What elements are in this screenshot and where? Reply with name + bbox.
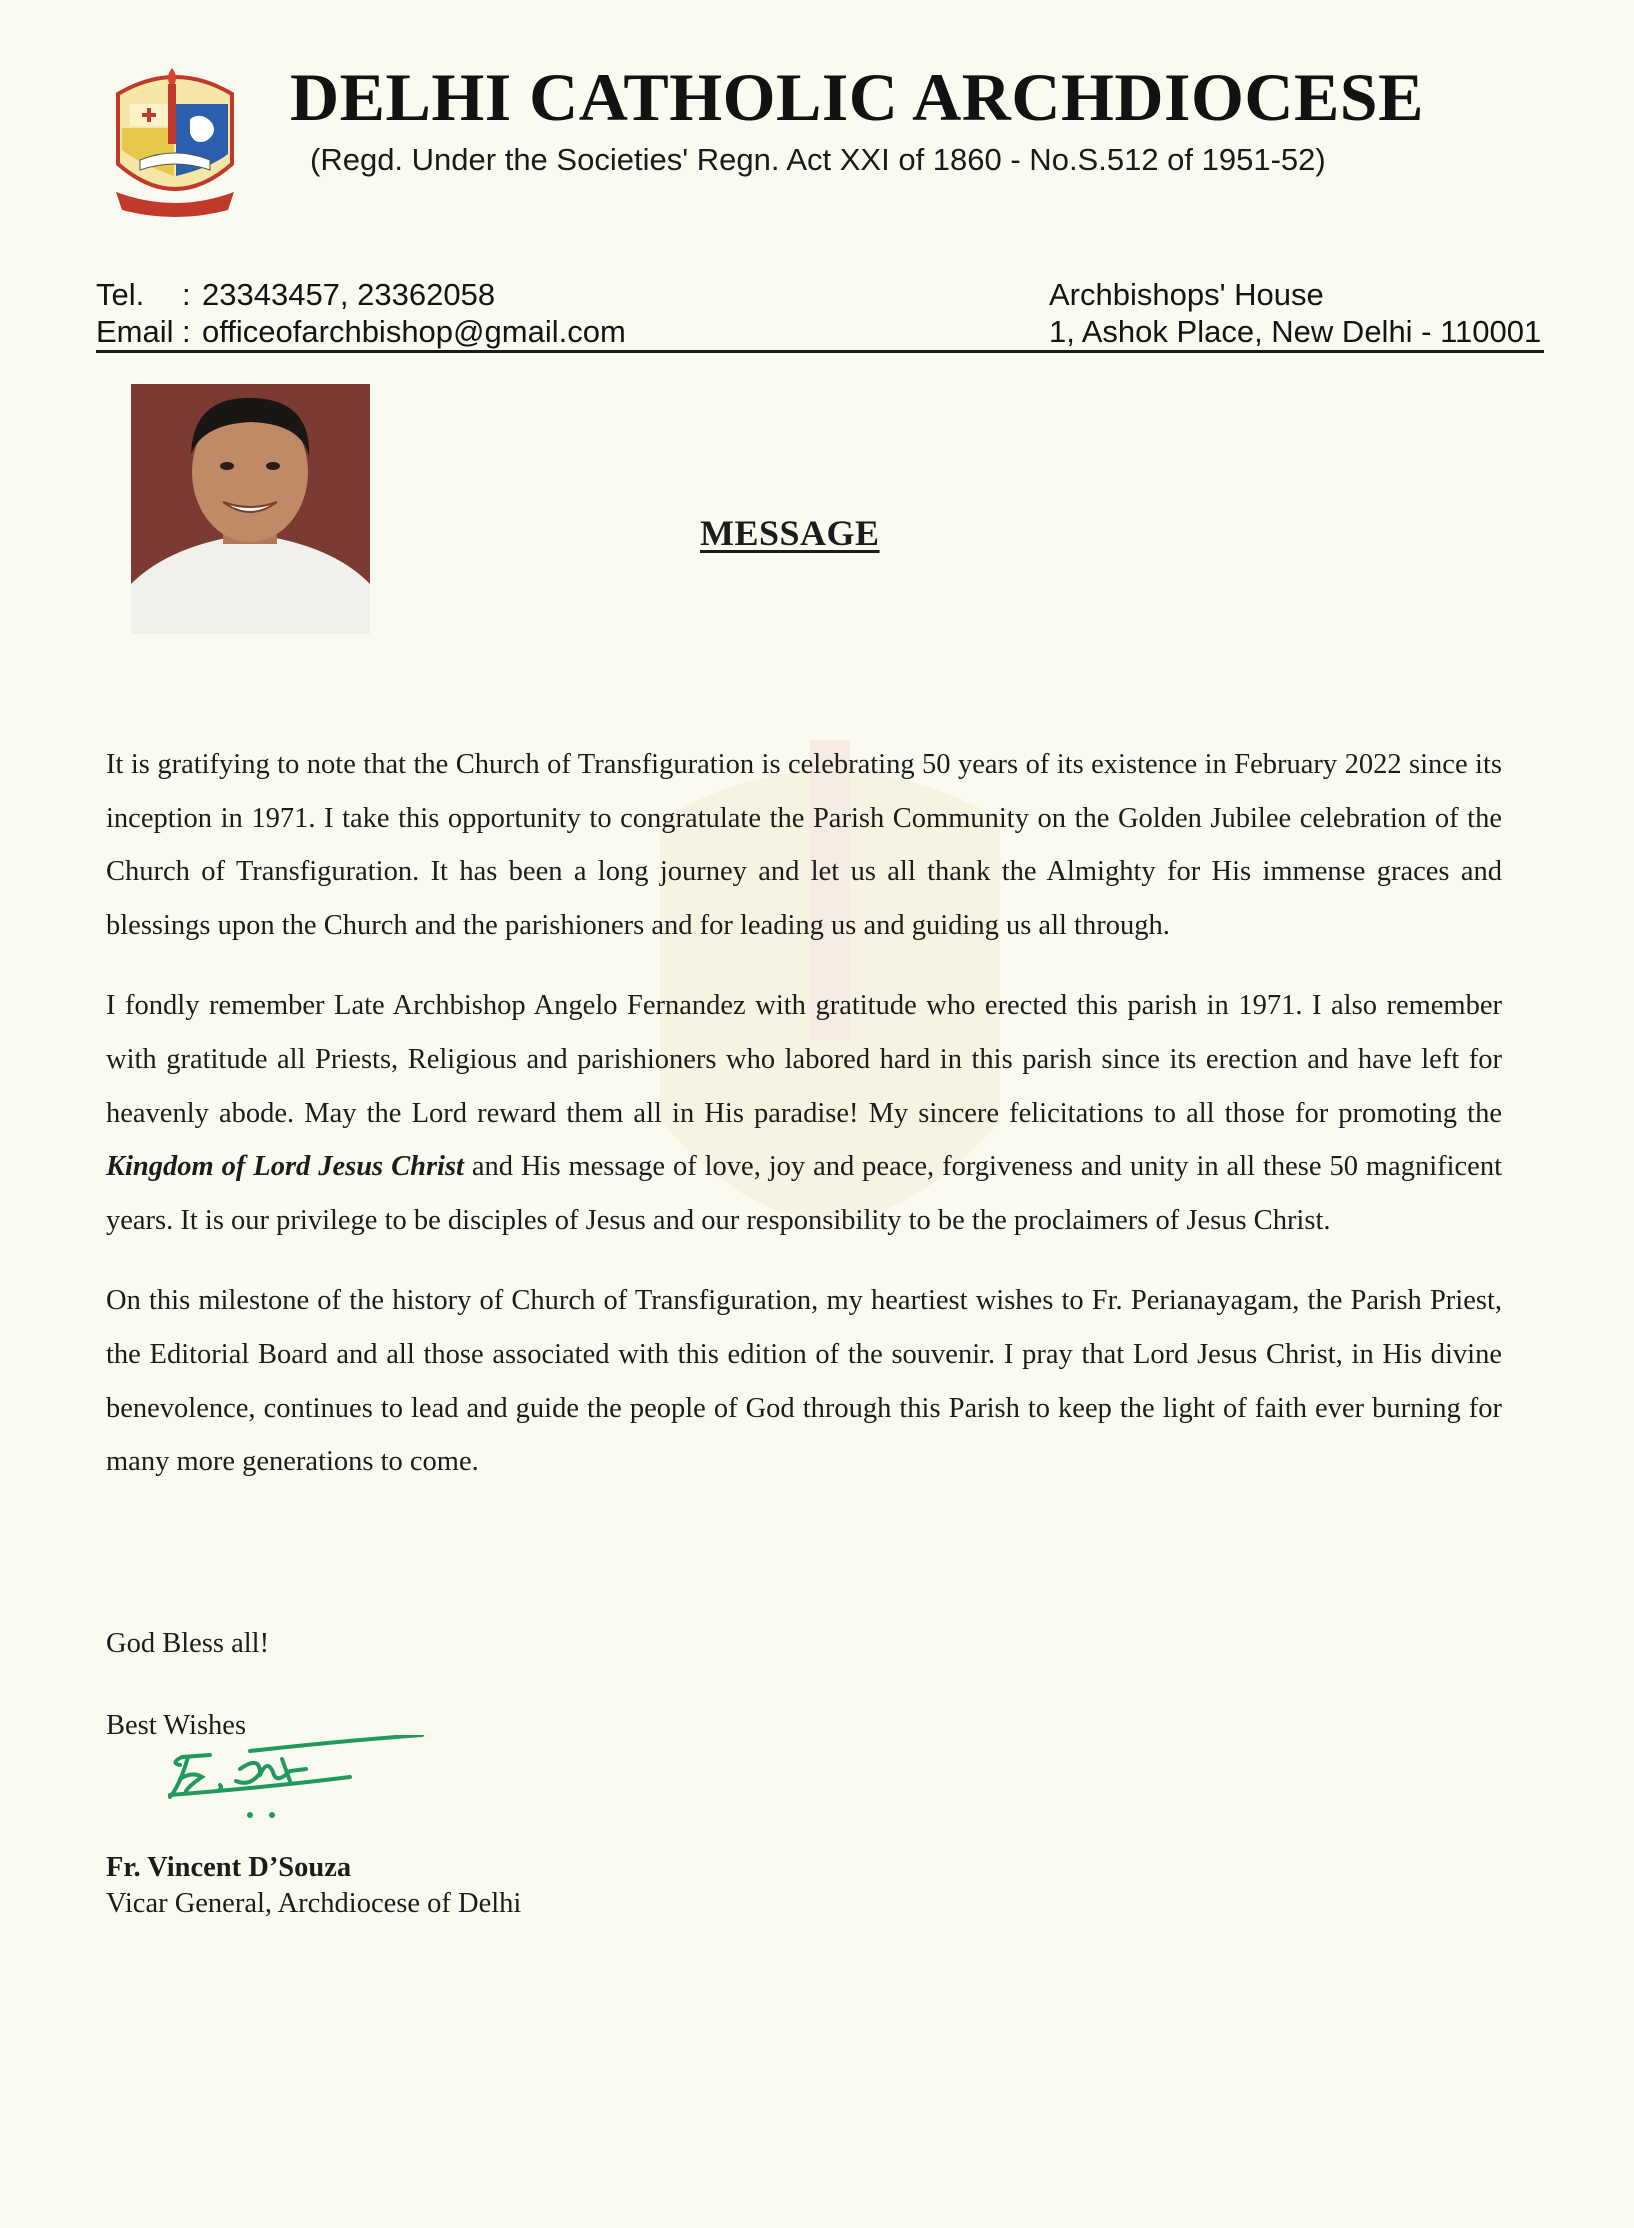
- address-line-1: Archbishops' House: [1049, 277, 1324, 312]
- signatory-name: Fr. Vincent D’Souza: [106, 1852, 352, 1883]
- paragraph-3: On this milestone of the history of Church of Transfiguration, my heartiest wishes to Fr. Perianayagam, the Parish Priest, the Editorial Board and all those associated with this edition of the souvenir. I pray that Lord Jesus Christ, in His divine benevolence, continues to lead and guide the people of God through this Parish to keep the light of faith ever burning for many more generations to come.: [106, 1285, 1502, 1478]
- email-value: officeofarchbishop@gmail.com: [202, 314, 626, 349]
- paragraph-1: It is gratifying to note that the Church of Transfiguration is celebrating 50 years of its existence in February 2022 since its inception in 1971. I take this opportunity to congratulate the Parish Community on the Golden Jubilee celebration of the Church of Transfiguration. It has been a long journey and let us all thank the Almighty for His immense graces and blessings upon the Church and the parishioners and for leading us and guiding us all through.: [106, 749, 1502, 941]
- paragraph-2-text-end: and His message of love, joy and peace, forgiveness and unity in all these 50 magnificent years. It is our privilege to be disciples of Jesus and our responsibility to be the proclaimers of Jesus Christ.: [106, 1151, 1502, 1236]
- email-label: Email: [96, 314, 174, 349]
- kingdom-emphasis: Kingdom of Lord Jesus Christ: [106, 1151, 464, 1183]
- postal-address: [1049, 276, 1541, 350]
- message-heading: MESSAGE: [700, 513, 880, 553]
- organization-title: DELHI CATHOLIC ARCHDIOCESE: [290, 59, 1424, 135]
- signatory-title: Vicar General, Archdiocese of Delhi: [106, 1888, 522, 1919]
- contact-details: [96, 276, 626, 350]
- closing-salutation: Best Wishes: [106, 1710, 247, 1741]
- address-line-2: 1, Ashok Place, New Delhi - 110001: [1049, 314, 1542, 349]
- handwritten-signature: [150, 1735, 440, 1835]
- portrait-photo: [131, 384, 370, 634]
- colon-separator: :: [182, 277, 191, 312]
- paragraph-2: [106, 979, 1502, 1247]
- email-row: [96, 313, 626, 350]
- header-divider: [96, 350, 1544, 353]
- telephone-row: [96, 276, 626, 313]
- blessing-line: God Bless all!: [106, 1628, 270, 1659]
- registration-note: (Regd. Under the Societies' Regn. Act XXI of 1860 - No.S.512 of 1951-52): [310, 142, 1326, 177]
- telephone-label: Tel.: [96, 277, 145, 312]
- paragraph-2-text-start: I fondly remember Late Archbishop Angelo Fernandez with gratitude who erected this parish in 1971. I also remember with gratitude all Priests, Religious and parishioners who labored hard in this parish since its erection and have left for heavenly abode. May the Lord reward them all in His paradise! My sincere felicitations to all those for promoting the: [106, 990, 1502, 1129]
- telephone-value: 23343457, 23362058: [202, 277, 496, 312]
- message-body: [106, 738, 1502, 1516]
- colon-separator: :: [182, 314, 191, 349]
- archdiocese-crest-logo: [110, 64, 240, 224]
